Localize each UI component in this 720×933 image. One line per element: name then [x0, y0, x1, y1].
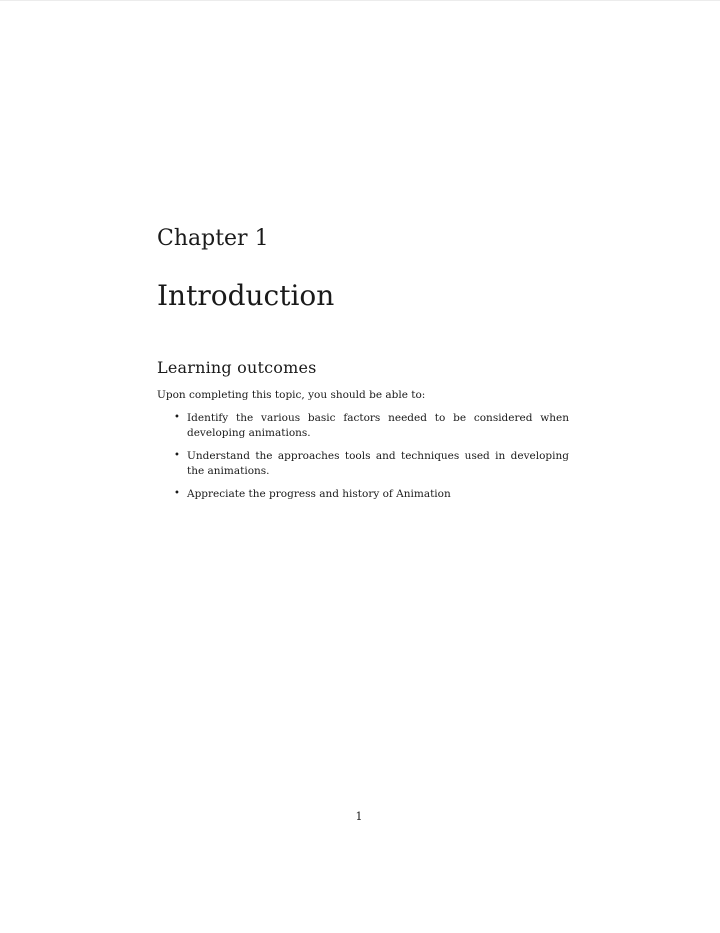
intro-paragraph: Upon completing this topic, you should be able to: [157, 389, 426, 401]
section-heading-learning-outcomes: Learning outcomes [157, 358, 317, 377]
chapter-label: Chapter 1 [157, 226, 269, 251]
bullet-icon: • [174, 488, 180, 499]
page-number: 1 [355, 810, 363, 823]
list-item [174, 411, 569, 440]
list-item [174, 487, 569, 502]
learning-outcomes-list [174, 411, 569, 511]
outcome-text: Identify the various basic factors needed to be considered when developing animations. [187, 412, 569, 439]
outcome-text: Appreciate the progress and history of Animation [187, 488, 451, 500]
outcome-text: Understand the approaches tools and techniques used in developing the animations. [187, 450, 569, 477]
chapter-title: Introduction [157, 279, 335, 312]
bullet-icon: • [174, 412, 180, 423]
bullet-icon: • [174, 450, 180, 461]
list-item [174, 449, 569, 478]
